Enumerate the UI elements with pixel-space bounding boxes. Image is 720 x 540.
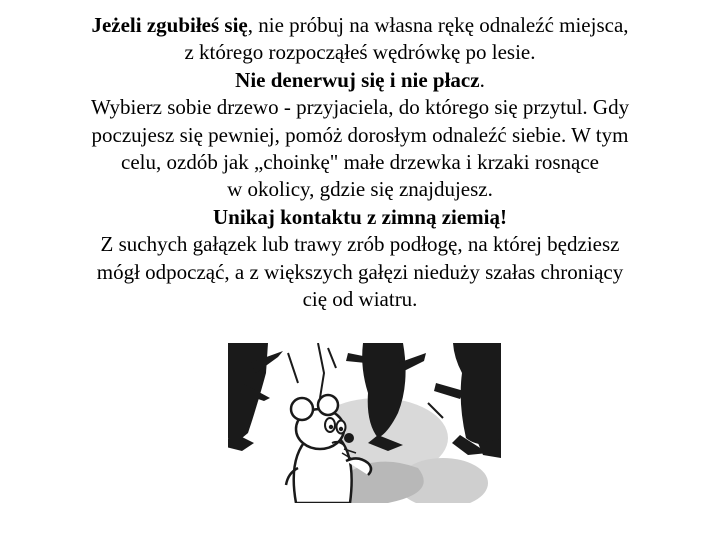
- shelter-line-2: mógł odpocząć, a z większych gałęzi nieduży szałas chroniący: [96, 259, 624, 284]
- tree-friend-line-4: w okolicy, gdzie się znajdujesz.: [227, 177, 493, 202]
- lost-bold-phrase: Jeżeli zgubiłeś się: [91, 13, 248, 37]
- cold-ground-bold: Unikaj kontaktu z zimną ziemią!: [213, 204, 507, 229]
- paragraph-lost-line-1: [40, 12, 680, 39]
- paragraph-lost-line-2: z którego rozpocząłeś wędrówkę po lesie.: [184, 40, 536, 65]
- dont-panic-bold: Nie denerwuj się i nie płacz: [235, 67, 480, 92]
- shelter-line-3: cię od wiatru.: [302, 287, 418, 312]
- lost-rest-text: , nie próbuj na własna rękę odnaleźć miejsca,: [247, 13, 629, 37]
- tree-friend-line-2: poczujesz się pewniej, pomóż dorosłym odnaleźć siebie. W tym: [91, 122, 629, 147]
- dont-panic-line: [40, 67, 680, 94]
- mouse-in-forest-icon: [228, 343, 501, 503]
- instruction-text: [40, 12, 680, 313]
- shelter-line-1: Z suchych gałązek lub trawy zrób podłogę, na której będziesz: [100, 232, 620, 257]
- tree-left: [228, 343, 283, 451]
- dont-panic-end: .: [479, 67, 485, 92]
- tree-friend-line-3: celu, ozdób jak „choinkę" małe drzewka i krzaki rosnące: [121, 150, 599, 175]
- cold-ground-warning: [40, 204, 680, 231]
- tree-friend-line-1: Wybierz sobie drzewo - przyjaciela, do którego się przytul. Gdy: [90, 95, 630, 120]
